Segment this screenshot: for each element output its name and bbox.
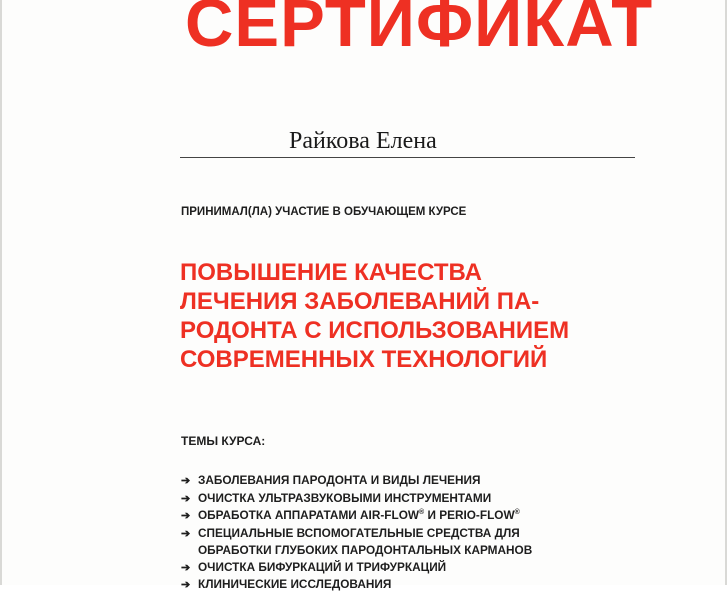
topics-list [181,472,532,594]
topic-text: ОБРАБОТКИ ГЛУБОКИХ ПАРОДОНТАЛЬНЫХ КАРМАНОВ [198,543,533,557]
course-title-line: ПОВЫШЕНИЕ КАЧЕСТВА [180,259,483,286]
registered-mark: ® [514,509,520,517]
arrow-right-icon: ➔ [181,527,191,540]
course-title [180,258,569,374]
topic-text: ОЧИСТКА БИФУРКАЦИЙ И ТРИФУРКАЦИЙ [198,559,447,574]
topic-text: ОБРАБОТКА АППАРАТАМИ AIR-FLOW® И PERIO-FLOW® [198,508,520,522]
topic-item [181,472,532,490]
topic-text: КЛИНИЧЕСКИЕ ИССЛЕДОВАНИЯ [198,577,392,591]
arrow-right-icon: ➔ [181,579,191,591]
scan-edge-left [0,0,2,585]
topic-item [181,490,532,508]
participation-statement: ПРИНИМАЛ(ЛА) УЧАСТИЕ В ОБУЧАЮЩЕМ КУРСЕ [181,206,467,218]
topic-item [181,525,532,543]
recipient-name: Райкова Елена [289,128,437,154]
course-title-line: СОВРЕМЕННЫХ ТЕХНОЛОГИЙ [180,346,548,373]
arrow-right-icon: ➔ [181,475,191,487]
arrow-right-icon: ➔ [181,561,191,574]
recipient-underline [180,157,635,158]
course-title-line: ЛЕЧЕНИЯ ЗАБОЛЕВАНИЙ ПА- [180,288,540,315]
topic-text: ОЧИСТКА УЛЬТРАЗВУКОВЫМИ ИНСТРУМЕНТАМИ [198,490,492,505]
topic-text: ЗАБОЛЕВАНИЯ ПАРОДОНТА И ВИДЫ ЛЕЧЕНИЯ [198,473,481,487]
topic-item [181,507,532,525]
registered-mark: ® [419,509,425,517]
course-title-line: РОДОНТА С ИСПОЛЬЗОВАНИЕМ [180,317,570,344]
topic-item [181,559,532,577]
topics-heading: ТЕМЫ КУРСА: [181,434,266,448]
arrow-right-icon: ➔ [181,510,191,522]
topic-text: СПЕЦИАЛЬНЫЕ ВСПОМОГАТЕЛЬНЫЕ СРЕДСТВА ДЛЯ [198,525,520,540]
topic-item-continuation [181,542,532,559]
arrow-right-icon: ➔ [181,492,191,505]
certificate-title: СЕРТИФИКАТ [185,0,654,61]
